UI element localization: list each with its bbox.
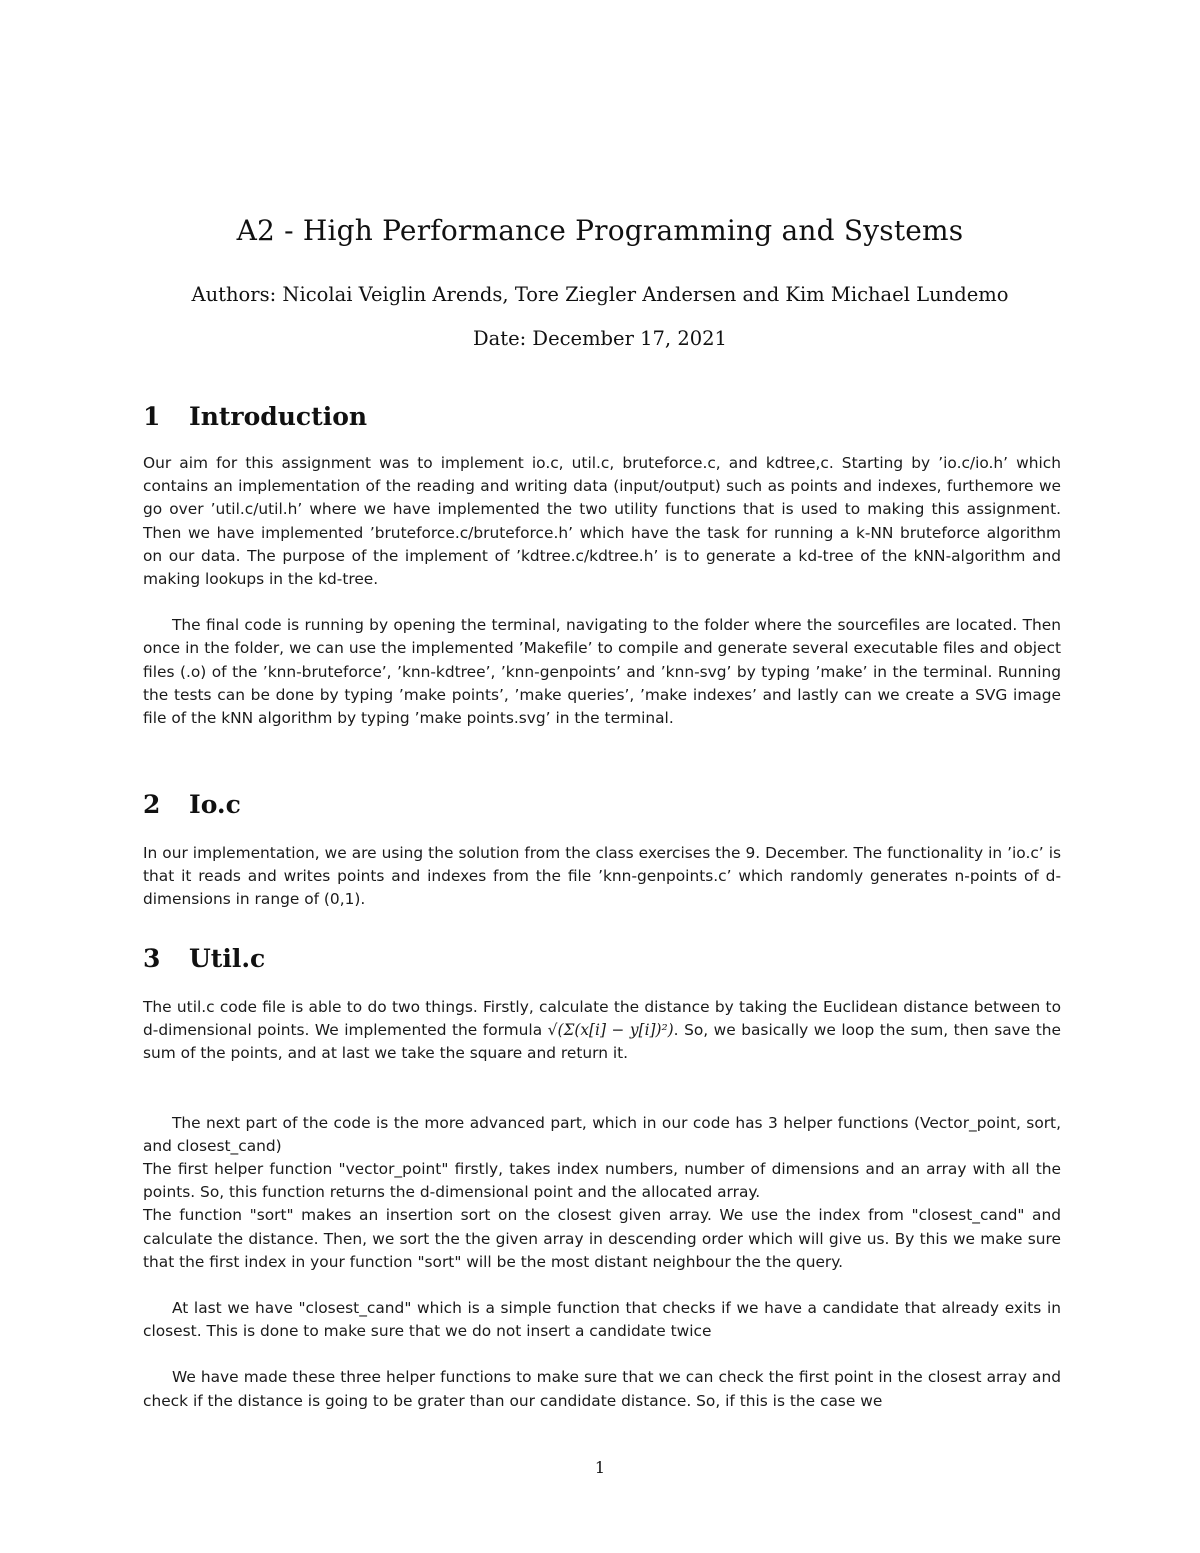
paragraph: Our aim for this assignment was to implement io.c, util.c, bruteforce.c, and kdtree,c. Starting by ’io.c/io.h’ which contains an implementation of the reading and writing data (input/output) such as points and indexes, furthemore we go over ’util.c/util.h’ where we have implemented the two utility functions that is used to making this assignment. Then we have implemented ’bruteforce.c/bruteforce.h’ which have the task for running a k-NN bruteforce algorithm on our data. The purpose of the implement of ’kdtree.c/kdtree.h’ is to generate a kd-tree of the kNN-algorithm and making lookups in the kd-tree. — [143, 454, 1061, 589]
section-title: Io.c — [189, 790, 241, 819]
authors-line: Authors: Nicolai Veiglin Arends, Tore Ziegler Andersen and Kim Michael Lundemo — [191, 283, 1009, 306]
paragraph: The first helper function "vector_point" firstly, takes index numbers, number of dimensions and an array with all the points. So, this function returns the d-dimensional point and the allocated array. — [143, 1160, 1061, 1202]
distance-formula: √(Σ(x[i] − y[i])²) — [547, 1021, 674, 1040]
section-heading-io-c — [143, 790, 1063, 819]
section-heading-util-c — [143, 944, 1063, 973]
paragraph: The function "sort" makes an insertion sort on the closest given array. We use the index from "closest_cand" and calculate the distance. Then, we sort the the given array in descending order which will give us. By this we make sure that the first index in your function "sort" will be the most distant neighbour the the query. — [143, 1206, 1061, 1271]
paragraph: The final code is running by opening the terminal, navigating to the folder where the sourcefiles are located. Then once in the folder, we can use the implemented ’Makefile’ to compile and generate several executable files and object files (.o) of the ’knn-bruteforce’, ’knn-kdtree’, ’knn-genpoints’ and ’knn-svg’ by typing ’make’ in the terminal. Running the tests can be done by typing ’make points’, ’make queries’, ’make indexes’ and lastly can we create a SVG image file of the kNN algorithm by typing ’make points.svg’ in the terminal. — [143, 616, 1061, 728]
section-heading-introduction — [143, 402, 1063, 431]
section-number: 1 — [143, 402, 161, 431]
paper-title: A2 - High Performance Programming and Systems — [236, 214, 964, 247]
section-io-c-body — [143, 842, 1061, 912]
section-title: Introduction — [189, 402, 368, 431]
text-run: . So, we basically we loop the sum, then save the sum of the points, and at last we take the square and return it. — [143, 1021, 1061, 1063]
section-introduction-body — [143, 452, 1061, 730]
paragraph — [143, 996, 1061, 1066]
date-line: Date: December 17, 2021 — [473, 327, 727, 350]
paragraph: The next part of the code is the more advanced part, which in our code has 3 helper functions (Vector_point, sort, and closest_cand) — [143, 1113, 1061, 1155]
section-util-c-body — [143, 996, 1061, 1413]
section-number: 3 — [143, 944, 161, 973]
section-title: Util.c — [189, 944, 266, 973]
paragraph: At last we have "closest_cand" which is a simple function that checks if we have a candidate that already exits in closest. This is done to make sure that we do not insert a candidate twice — [143, 1299, 1061, 1341]
section-number: 2 — [143, 790, 161, 819]
paragraph: We have made these three helper functions to make sure that we can check the first point in the closest array and check if the distance is going to be grater than our candidate distance. So, if this is the case we — [143, 1368, 1061, 1410]
page-number: 1 — [594, 1458, 606, 1477]
paragraph: In our implementation, we are using the solution from the class exercises the 9. December. The functionality in ’io.c’ is that it reads and writes points and indexes from the file ’knn-genpoints.c’ which randomly generates n-points of d-dimensions in range of (0,1). — [143, 844, 1061, 909]
text-run: The util.c code file is able to do two things. Firstly, calculate the distance by taking the Euclidean distance between to d-dimensional points. We implemented the formula — [143, 998, 1061, 1040]
